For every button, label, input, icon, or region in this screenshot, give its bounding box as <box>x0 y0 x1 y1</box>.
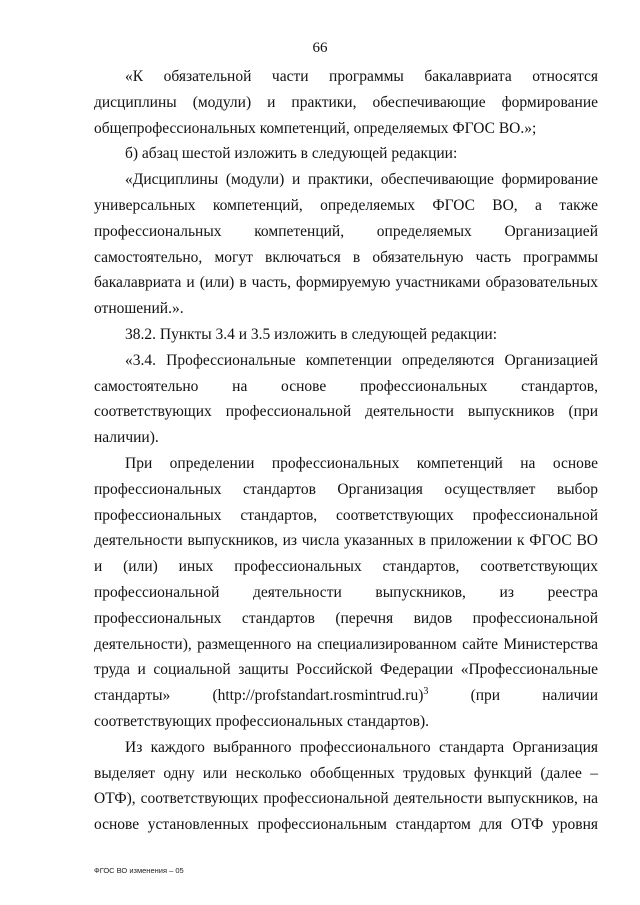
paragraph-4: 38.2. Пункты 3.4 и 3.5 изложить в следующей редакции: <box>125 325 498 343</box>
footnote-reference[interactable]: 3 <box>423 685 429 697</box>
paragraph-6-text-after: (при наличии соответствующих профессиональных стандартов). <box>94 687 598 730</box>
page-number: 66 <box>312 40 328 56</box>
document-body <box>94 64 598 838</box>
paragraph-6 <box>94 451 598 735</box>
paragraph-6-text-before: При определении профессиональных компетенций на основе профессиональных стандартов Организация осуществляет выбор профессиональных стандартов, соответствующих профессиональной деятельности выпускников, из числа указанных в приложении к ФГОС ВО и (или) иных профессиональных стандартов, соответствующих профессиональной деятельности выпускников, из реестра профессиональных стандартов (перечня видов профессиональной деятельности), размещенного на специализированном сайте Министерства труда и социальной защиты Российской Федерации «Профессиональные стандарты» (http://profstandart.rosmintrud.ru) <box>94 454 598 705</box>
paragraph-3: «Дисциплины (модули) и практики, обеспечивающие формирование универсальных компетенций, определяемых ФГОС ВО, а также профессиональных компетенций, определяемых Организацией самостоятельно, могут включаться в обязательную часть программы бакалавриата и (или) в часть, формируемую участниками образовательных отношений.». <box>94 171 598 318</box>
paragraph-1: «К обязательной части программы бакалавриата относятся дисциплины (модули) и практики, обеспечивающие формирование общепрофессиональных компетенций, определяемых ФГОС ВО.»; <box>94 68 598 137</box>
page-footer: ФГОС ВО изменения – 05 <box>94 866 184 875</box>
paragraph-5: «3.4. Профессиональные компетенции определяются Организацией самостоятельно на основе профессиональных стандартов, соответствующих профессиональной деятельности выпускников (при наличии). <box>94 351 598 447</box>
paragraph-7: Из каждого выбранного профессионального стандарта Организация выделяет одну или несколько обобщенных трудовых функций (далее – ОТФ), соответствующих профессиональной деятельности выпускников, на основе установленных профессиональным стандартом для ОТФ уровня <box>94 738 598 834</box>
paragraph-2: б) абзац шестой изложить в следующей редакции: <box>125 145 458 163</box>
